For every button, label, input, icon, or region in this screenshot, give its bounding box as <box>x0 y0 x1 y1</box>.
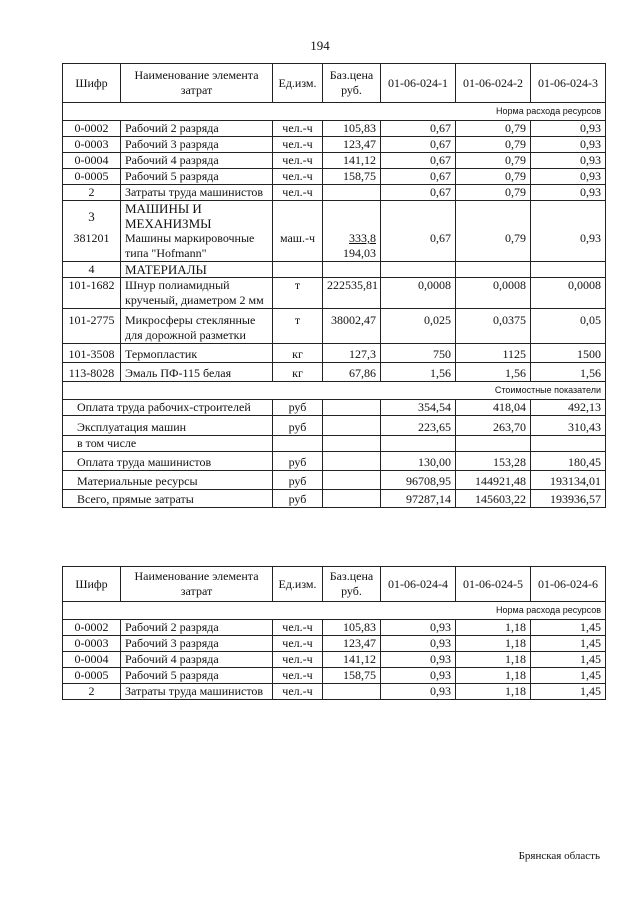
row-value-4: 0,93 <box>381 636 456 652</box>
resource-table-1 <box>62 63 606 508</box>
row-value-2: 0,0375 <box>456 309 531 344</box>
row-value-6: 1,45 <box>531 636 606 652</box>
table-row <box>63 137 606 153</box>
row-name: Шнур полиамидный крученый, диаметром 2 мм <box>121 278 273 309</box>
row-code: 0-0003 <box>63 137 121 153</box>
row-value-2: 0,79 <box>456 121 531 137</box>
row-unit: т <box>273 278 323 309</box>
row-name: Рабочий 4 разряда <box>121 153 273 169</box>
total-value-3: 193134,01 <box>531 471 606 490</box>
footer-region: Брянская область <box>518 850 600 862</box>
row-value-1: 0,0008 <box>381 278 456 309</box>
total-unit: руб <box>273 400 323 416</box>
total-name: Эксплуатация машин <box>63 416 273 436</box>
row-value-1: 1,56 <box>381 363 456 382</box>
total-name: Оплата труда машинистов <box>63 452 273 471</box>
group-header-row <box>63 201 606 232</box>
row-name: Микросферы стеклянные для дорожной разметки <box>121 309 273 344</box>
row-value-2: 1,56 <box>456 363 531 382</box>
row-price: 158,75 <box>323 169 381 185</box>
row-value-2: 0,79 <box>456 153 531 169</box>
row-name: Рабочий 5 разряда <box>121 169 273 185</box>
header-unit: Ед.изм. <box>273 567 323 602</box>
total-value-3: 310,43 <box>531 416 606 436</box>
row-price: 141,12 <box>323 652 381 668</box>
norm-label: Норма расхода ресурсов <box>63 602 606 620</box>
row-value-6: 1,45 <box>531 652 606 668</box>
row-value-1: 0,67 <box>381 169 456 185</box>
header-name: Наименование элемента затрат <box>121 64 273 103</box>
row-value-2: 0,79 <box>456 185 531 201</box>
row-value-3: 0,93 <box>531 169 606 185</box>
group-code: 4 <box>63 262 121 278</box>
row-unit: чел.-ч <box>273 668 323 684</box>
total-unit: руб <box>273 416 323 436</box>
section-row-cost <box>63 382 606 400</box>
row-name: Машины маркировочные типа "Hofmann" <box>121 231 273 262</box>
totals-row <box>63 416 606 436</box>
total-name: Материальные ресурсы <box>63 471 273 490</box>
table-row <box>63 344 606 363</box>
group-title: МАШИНЫ И МЕХАНИЗМЫ <box>121 201 273 232</box>
row-name: Рабочий 2 разряда <box>121 121 273 137</box>
header-variant-4: 01-06-024-4 <box>381 567 456 602</box>
row-value-2: 0,79 <box>456 231 531 262</box>
row-price: 123,47 <box>323 636 381 652</box>
row-value-1: 0,67 <box>381 231 456 262</box>
row-name: Термопластик <box>121 344 273 363</box>
table-header-row <box>63 567 606 602</box>
row-name: Затраты труда машинистов <box>121 684 273 700</box>
total-value-1: 354,54 <box>381 400 456 416</box>
table-row <box>63 620 606 636</box>
cost-label: Стоимостные показатели <box>63 382 606 400</box>
table-row <box>63 363 606 382</box>
row-code: 0-0005 <box>63 169 121 185</box>
row-unit: т <box>273 309 323 344</box>
row-value-6: 1,45 <box>531 620 606 636</box>
table-row <box>63 169 606 185</box>
row-value-3: 1,56 <box>531 363 606 382</box>
row-code: 0-0005 <box>63 668 121 684</box>
row-value-3: 0,93 <box>531 153 606 169</box>
row-code: 113-8028 <box>63 363 121 382</box>
row-price <box>323 185 381 201</box>
table-row <box>63 309 606 344</box>
total-value-2: 145603,22 <box>456 490 531 508</box>
row-value-3: 1500 <box>531 344 606 363</box>
page-number: 194 <box>310 38 330 53</box>
header-unit: Ед.изм. <box>273 64 323 103</box>
row-value-1: 750 <box>381 344 456 363</box>
section-row-norm <box>63 602 606 620</box>
row-code: 381201 <box>63 231 121 262</box>
row-name: Рабочий 2 разряда <box>121 620 273 636</box>
header-variant-1: 01-06-024-1 <box>381 64 456 103</box>
row-value-2: 0,79 <box>456 137 531 153</box>
row-price: 127,3 <box>323 344 381 363</box>
row-value-4: 0,93 <box>381 652 456 668</box>
row-unit: чел.-ч <box>273 169 323 185</box>
group-header-row <box>63 262 606 278</box>
row-code: 101-2775 <box>63 309 121 344</box>
totals-row <box>63 400 606 416</box>
header-variant-5: 01-06-024-5 <box>456 567 531 602</box>
table-row <box>63 636 606 652</box>
table-row <box>63 668 606 684</box>
row-value-1: 0,67 <box>381 137 456 153</box>
row-price: 141,12 <box>323 153 381 169</box>
header-price: Баз.цена руб. <box>323 64 381 103</box>
header-code: Шифр <box>63 64 121 103</box>
row-price: 67,86 <box>323 363 381 382</box>
header-variant-3: 01-06-024-3 <box>531 64 606 103</box>
total-value-3: 180,45 <box>531 452 606 471</box>
group-title: МАТЕРИАЛЫ <box>121 262 273 278</box>
row-price: 222535,81 <box>323 278 381 309</box>
row-price: 158,75 <box>323 668 381 684</box>
total-name: в том числе <box>63 436 273 452</box>
row-price: 105,83 <box>323 121 381 137</box>
row-price <box>323 684 381 700</box>
total-value-1: 130,00 <box>381 452 456 471</box>
header-price: Баз.цена руб. <box>323 567 381 602</box>
row-value-5: 1,18 <box>456 684 531 700</box>
total-unit: руб <box>273 452 323 471</box>
row-value-3: 0,93 <box>531 231 606 262</box>
total-value-3: 193936,57 <box>531 490 606 508</box>
row-value-1: 0,67 <box>381 153 456 169</box>
row-name: Рабочий 5 разряда <box>121 668 273 684</box>
header-name: Наименование элемента затрат <box>121 567 273 602</box>
total-value-2: 144921,48 <box>456 471 531 490</box>
totals-row <box>63 436 606 452</box>
header-code: Шифр <box>63 567 121 602</box>
row-code: 2 <box>63 684 121 700</box>
table-row <box>63 153 606 169</box>
row-value-3: 0,93 <box>531 137 606 153</box>
row-price: 333,8 <box>349 231 376 245</box>
row-unit: чел.-ч <box>273 636 323 652</box>
row-value-5: 1,18 <box>456 652 531 668</box>
row-code: 0-0002 <box>63 121 121 137</box>
table-row <box>63 185 606 201</box>
row-unit: чел.-ч <box>273 684 323 700</box>
row-value-3: 0,0008 <box>531 278 606 309</box>
row-price: 38002,47 <box>323 309 381 344</box>
row-value-1: 0,025 <box>381 309 456 344</box>
row-value-3: 0,05 <box>531 309 606 344</box>
row-code: 0-0003 <box>63 636 121 652</box>
row-price: 123,47 <box>323 137 381 153</box>
total-value-2: 418,04 <box>456 400 531 416</box>
row-value-2: 0,0008 <box>456 278 531 309</box>
table-row <box>63 278 606 309</box>
table-row <box>63 231 606 262</box>
row-value-1: 0,67 <box>381 185 456 201</box>
header-variant-2: 01-06-024-2 <box>456 64 531 103</box>
total-name: Оплата труда рабочих-строителей <box>63 400 273 416</box>
totals-row <box>63 452 606 471</box>
row-value-3: 0,93 <box>531 121 606 137</box>
row-value-5: 1,18 <box>456 620 531 636</box>
row-unit: маш.-ч <box>273 231 323 262</box>
table-header-row <box>63 64 606 103</box>
header-variant-6: 01-06-024-6 <box>531 567 606 602</box>
total-value-1: 96708,95 <box>381 471 456 490</box>
row-code: 0-0002 <box>63 620 121 636</box>
row-code: 0-0004 <box>63 153 121 169</box>
table-row <box>63 652 606 668</box>
row-value-2: 1125 <box>456 344 531 363</box>
table-row <box>63 684 606 700</box>
row-value-5: 1,18 <box>456 636 531 652</box>
total-value-3: 492,13 <box>531 400 606 416</box>
row-value-3: 0,93 <box>531 185 606 201</box>
total-value-2: 153,28 <box>456 452 531 471</box>
row-value-6: 1,45 <box>531 668 606 684</box>
total-value-1: 223,65 <box>381 416 456 436</box>
row-unit: кг <box>273 344 323 363</box>
row-unit: чел.-ч <box>273 652 323 668</box>
row-unit: чел.-ч <box>273 121 323 137</box>
total-unit: руб <box>273 471 323 490</box>
row-unit: чел.-ч <box>273 620 323 636</box>
total-value-2: 263,70 <box>456 416 531 436</box>
row-name: Эмаль ПФ-115 белая <box>121 363 273 382</box>
total-value-1: 97287,14 <box>381 490 456 508</box>
row-value-1: 0,67 <box>381 121 456 137</box>
row-value-4: 0,93 <box>381 620 456 636</box>
row-name: Рабочий 3 разряда <box>121 137 273 153</box>
row-value-6: 1,45 <box>531 684 606 700</box>
totals-row <box>63 490 606 508</box>
norm-label: Норма расхода ресурсов <box>63 103 606 121</box>
row-code: 0-0004 <box>63 652 121 668</box>
total-name: Всего, прямые затраты <box>63 490 273 508</box>
row-code: 101-3508 <box>63 344 121 363</box>
resource-table-2 <box>62 566 606 700</box>
row-price-stack <box>323 231 381 262</box>
totals-row <box>63 471 606 490</box>
table-row <box>63 121 606 137</box>
total-unit: руб <box>273 490 323 508</box>
row-value-4: 0,93 <box>381 668 456 684</box>
group-code: 3 <box>63 201 121 232</box>
section-row-norm <box>63 103 606 121</box>
row-value-5: 1,18 <box>456 668 531 684</box>
row-name: Рабочий 4 разряда <box>121 652 273 668</box>
row-unit: чел.-ч <box>273 153 323 169</box>
row-name: Затраты труда машинистов <box>121 185 273 201</box>
row-code: 2 <box>63 185 121 201</box>
row-price: 105,83 <box>323 620 381 636</box>
row-value-2: 0,79 <box>456 169 531 185</box>
row-name: Рабочий 3 разряда <box>121 636 273 652</box>
row-unit: кг <box>273 363 323 382</box>
row-unit: чел.-ч <box>273 137 323 153</box>
row-value-4: 0,93 <box>381 684 456 700</box>
row-price-secondary: 194,03 <box>343 246 376 260</box>
row-unit: чел.-ч <box>273 185 323 201</box>
row-code: 101-1682 <box>63 278 121 309</box>
